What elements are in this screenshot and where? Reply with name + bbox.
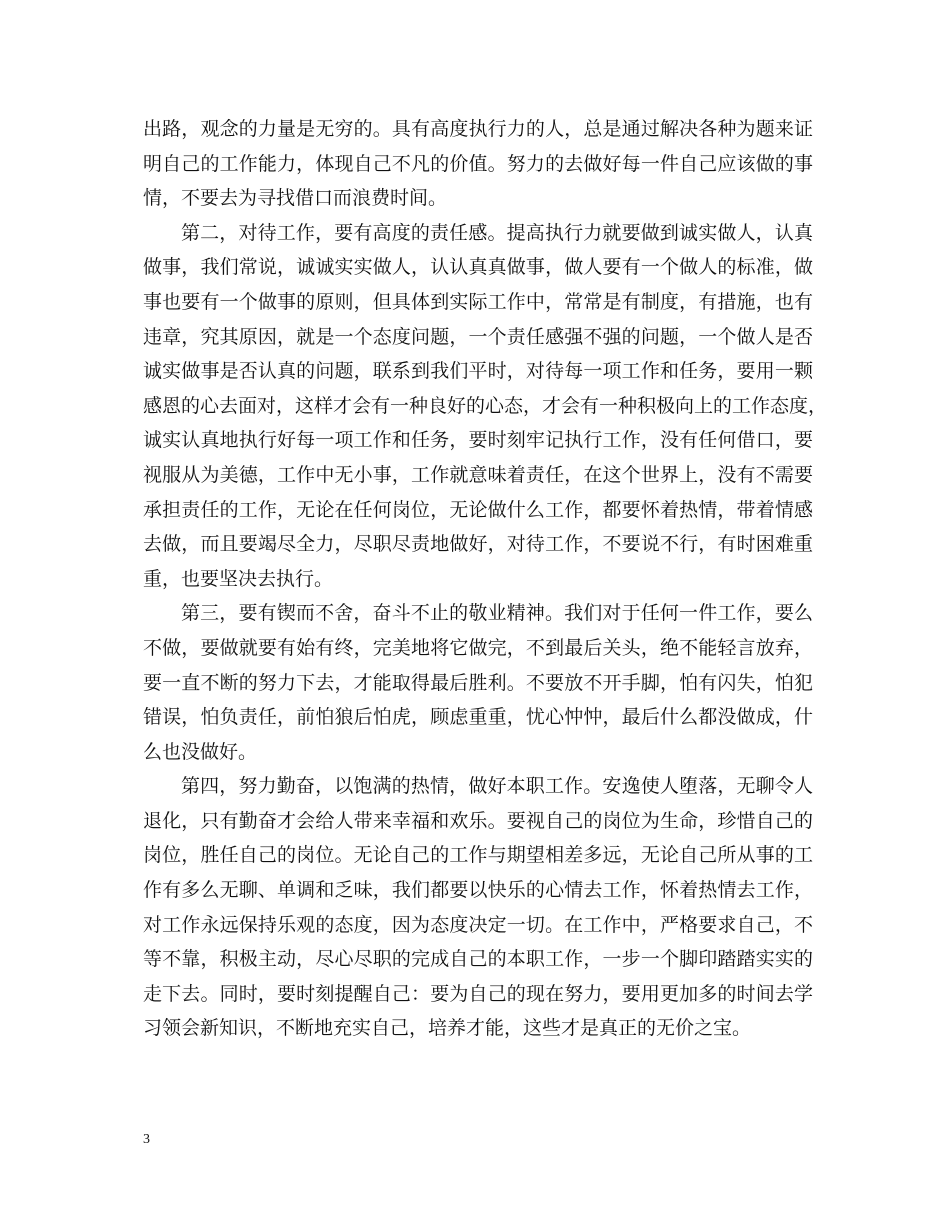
text-line: 么也没做好。: [143, 740, 258, 763]
text-line: 重，也要坚决去执行。: [143, 567, 334, 590]
text-line: 做事，我们常说，诚诚实实做人，认认真真做事，做人要有一个做人的标准，做: [143, 256, 813, 279]
text-line: 承担责任的工作，无论在任何岗位，无论做什么工作，都要怀着热情，带着情感: [143, 498, 813, 521]
text-line: 第四，努力勤奋，以饱满的热情，做好本职工作。安逸使人堕落，无聊令人: [181, 775, 813, 798]
text-line: 要一直不断的努力下去，才能取得最后胜利。不要放不开手脚，怕有闪失，怕犯: [143, 671, 813, 694]
text-line: 等不靠，积极主动，尽心尽职的完成自己的本职工作，一步一个脚印踏踏实实的: [143, 948, 813, 971]
text-line: 出路，观念的力量是无穷的。具有高度执行力的人，总是通过解决各种为题来证: [143, 118, 813, 140]
text-line: 事也要有一个做事的原则，但具体到实际工作中，常常是有制度，有措施，也有: [143, 290, 813, 313]
text-line: 走下去。同时，要时刻提醒自己：要为自己的现在努力，要用更加多的时间去学: [143, 982, 813, 1005]
text-line: 对工作永远保持乐观的态度，因为态度决定一切。在工作中，严格要求自己，不: [143, 913, 813, 936]
text-line: 退化，只有勤奋才会给人带来幸福和欢乐。要视自己的岗位为生命，珍惜自己的: [143, 809, 813, 832]
text-line: 第二，对待工作，要有高度的责任感。提高执行力就要做到诚实做人，认真: [181, 221, 813, 244]
page-number: 3: [143, 1132, 150, 1147]
body-text: [143, 112, 828, 1046]
text-line: 作有多么无聊、单调和乏味，我们都要以快乐的心情去工作，怀着热情去工作，: [143, 879, 813, 902]
text-line: 感恩的心去面对，这样才会有一种良好的心态，才会有一种积极向上的工作态度，: [143, 394, 828, 417]
text-line: 不做，要做就要有始有终，完美地将它做完，不到最后关头，绝不能轻言放弃，: [143, 636, 813, 659]
text-line: 错误，怕负责任，前怕狼后怕虎，顾虑重重，忧心忡忡，最后什么都没做成，什: [143, 706, 813, 729]
text-line: 违章，究其原因，就是一个态度问题，一个责任感强不强的问题，一个做人是否: [143, 325, 813, 348]
text-line: 视服从为美德，工作中无小事，工作就意味着责任，在这个世界上，没有不需要: [143, 463, 813, 486]
text-line: 诚实做事是否认真的问题，联系到我们平时，对待每一项工作和任务，要用一颗: [143, 360, 813, 383]
text-line: 诚实认真地执行好每一项工作和任务，要时刻牢记执行工作，没有任何借口，要: [143, 429, 813, 452]
text-line: 情，不要去为寻找借口而浪费时间。: [143, 187, 448, 210]
text-line: 第三，要有锲而不舍，奋斗不止的敬业精神。我们对于任何一件工作，要么: [181, 602, 813, 625]
text-line: 明自己的工作能力，体现自己不凡的价值。努力的去做好每一件自己应该做的事: [143, 152, 813, 175]
text-line: 去做，而且要竭尽全力，尽职尽责地做好，对待工作，不要说不行，有时困难重: [143, 533, 813, 556]
text-line: 岗位，胜任自己的岗位。无论自己的工作与期望相差多远，无论自己所从事的工: [143, 844, 813, 867]
text-line: 习领会新知识，不断地充实自己，培养才能，这些才是真正的无价之宝。: [143, 1017, 752, 1040]
